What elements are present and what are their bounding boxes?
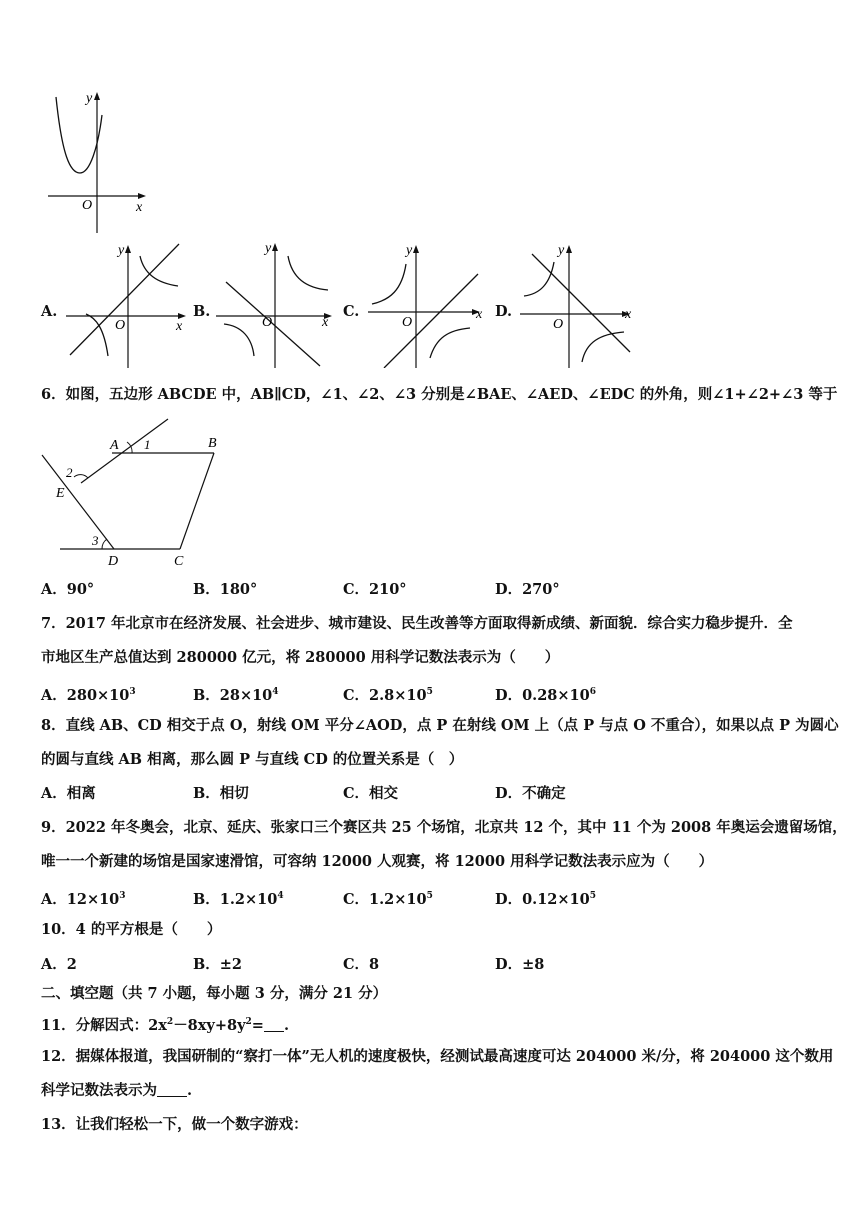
- q10-option-b: B．±2: [193, 956, 242, 973]
- q6-question-text: 6．如图，五边形 ABCDE 中，AB∥CD，∠1、∠2、∠3 分别是∠BAE、∠AED、∠EDC 的外角，则∠1+∠2+∠3 等于: [41, 386, 838, 403]
- section-2-heading: 二、填空题（共 7 小题，每小题 3 分，满分 21 分）: [41, 985, 388, 1002]
- q5-main-origin-label: O: [82, 198, 93, 213]
- q6-option-b: B．180°: [193, 581, 258, 598]
- q5-option-c-letter: C.: [343, 303, 360, 320]
- q7-question-line1: 7．2017 年北京市在经济发展、社会进步、城市建设、民生改善等方面取得新成绩、新面貌．综合实力稳步提升．全: [41, 615, 793, 632]
- q8-option-a: A．相离: [41, 785, 96, 802]
- q10-question-text: 10．4 的平方根是（ ）: [41, 921, 222, 938]
- q11-answer-blank[interactable]: [264, 1017, 284, 1032]
- q5-c-x-label: x: [476, 307, 483, 322]
- q11-question: 11．分解因式：$2x^2-8xy+8y^2=$ .: [41, 1017, 289, 1034]
- q8-question-line2: 的圆与直线 AB 相离，那么圆 P 与直线 CD 的位置关系是（ ）: [41, 751, 464, 768]
- q6-label-a: A: [110, 438, 119, 453]
- q9-option-c: C．$1.2\times 10^5$: [343, 891, 433, 908]
- q5-a-origin-label: O: [115, 318, 126, 333]
- q5-option-d-letter: D.: [495, 303, 513, 320]
- q5-option-c-graph: [364, 238, 494, 368]
- q9-option-b: B．$1.2\times 10^4$: [193, 891, 284, 908]
- q10-option-a: A．2: [41, 956, 77, 973]
- q5-b-y-label: y: [265, 241, 272, 256]
- q5-option-d-graph: [516, 238, 646, 368]
- q13-question-text: 13．让我们轻松一下，做一个数字游戏：: [41, 1116, 308, 1133]
- q6-label-d: D: [108, 554, 119, 569]
- q6-label-c: C: [174, 554, 184, 569]
- q5-d-y-label: y: [558, 243, 565, 258]
- q8-option-b: B．相切: [193, 785, 249, 802]
- q9-question-line2: 唯一一个新建的场馆是国家速滑馆，可容纳 12000 人观赛，将 12000 用科学记数法表示应为（ ）: [41, 853, 714, 870]
- q6-angle-2: 2: [66, 465, 73, 480]
- q5-option-a-letter: A.: [41, 303, 58, 320]
- q7-question-line2: 市地区生产总值达到 280000 亿元，将 280000 用科学记数法表示为（ ）: [41, 649, 560, 666]
- q9-option-d: D．$0.12\times 10^5$: [495, 891, 596, 908]
- q5-main-x-label: x: [136, 200, 143, 215]
- q7-option-d: D．$0.28\times 10^6$: [495, 687, 596, 704]
- q10-option-d: D．±8: [495, 956, 545, 973]
- q5-c-origin-label: O: [402, 315, 413, 330]
- q6-angle-3: 3: [92, 533, 99, 548]
- q8-option-c: C．相交: [343, 785, 399, 802]
- q7-option-b: B．$28\times 10^4$: [193, 687, 279, 704]
- q6-angle-1: 1: [144, 437, 151, 452]
- q5-option-a-graph: [62, 238, 192, 368]
- q12-question-line2: 科学记数法表示为 .: [41, 1082, 193, 1099]
- q9-question-line1: 9．2022 年冬奥会，北京、延庆、张家口三个赛区共 25 个场馆，北京共 12 个，其中 11 个为 2008 年奥运会遗留场馆，: [41, 819, 847, 836]
- q7-option-a: A．$280\times 10^3$: [41, 687, 136, 704]
- q6-option-a: A．90°: [41, 581, 95, 598]
- q9-option-a: A．$12\times 10^3$: [41, 891, 126, 908]
- q6-label-e: E: [56, 486, 65, 501]
- q8-option-d: D．不确定: [495, 785, 566, 802]
- q5-d-origin-label: O: [553, 317, 564, 332]
- q7-option-c: C．$2.8\times 10^5$: [343, 687, 433, 704]
- q8-question-line1: 8．直线 AB、CD 相交于点 O，射线 OM 平分∠AOD，点 P 在射线 OM 上（点 P 与点 O 不重合），如果以点 P 为圆心: [41, 717, 839, 734]
- q12-question-line1: 12．据媒体报道，我国研制的“察打一体”无人机的速度极快，经测试最高速度可达 204000 米/分，将 204000 这个数用: [41, 1048, 834, 1065]
- q5-a-x-label: x: [176, 319, 183, 334]
- q6-option-d: D．270°: [495, 581, 560, 598]
- q12-answer-blank[interactable]: [157, 1082, 187, 1097]
- q6-pentagon-figure: [36, 415, 236, 575]
- q5-c-y-label: y: [406, 243, 413, 258]
- q5-b-origin-label: O: [262, 315, 273, 330]
- q5-option-b-graph: [212, 238, 342, 368]
- q10-option-c: C．8: [343, 956, 380, 973]
- q5-option-b-letter: B.: [193, 303, 211, 320]
- q5-b-x-label: x: [322, 315, 329, 330]
- q5-main-graph: [40, 85, 160, 235]
- q6-option-c: C．210°: [343, 581, 407, 598]
- q5-main-y-label: y: [86, 91, 93, 106]
- q6-label-b: B: [208, 436, 217, 451]
- q5-a-y-label: y: [118, 243, 125, 258]
- q5-d-x-label: x: [625, 307, 632, 322]
